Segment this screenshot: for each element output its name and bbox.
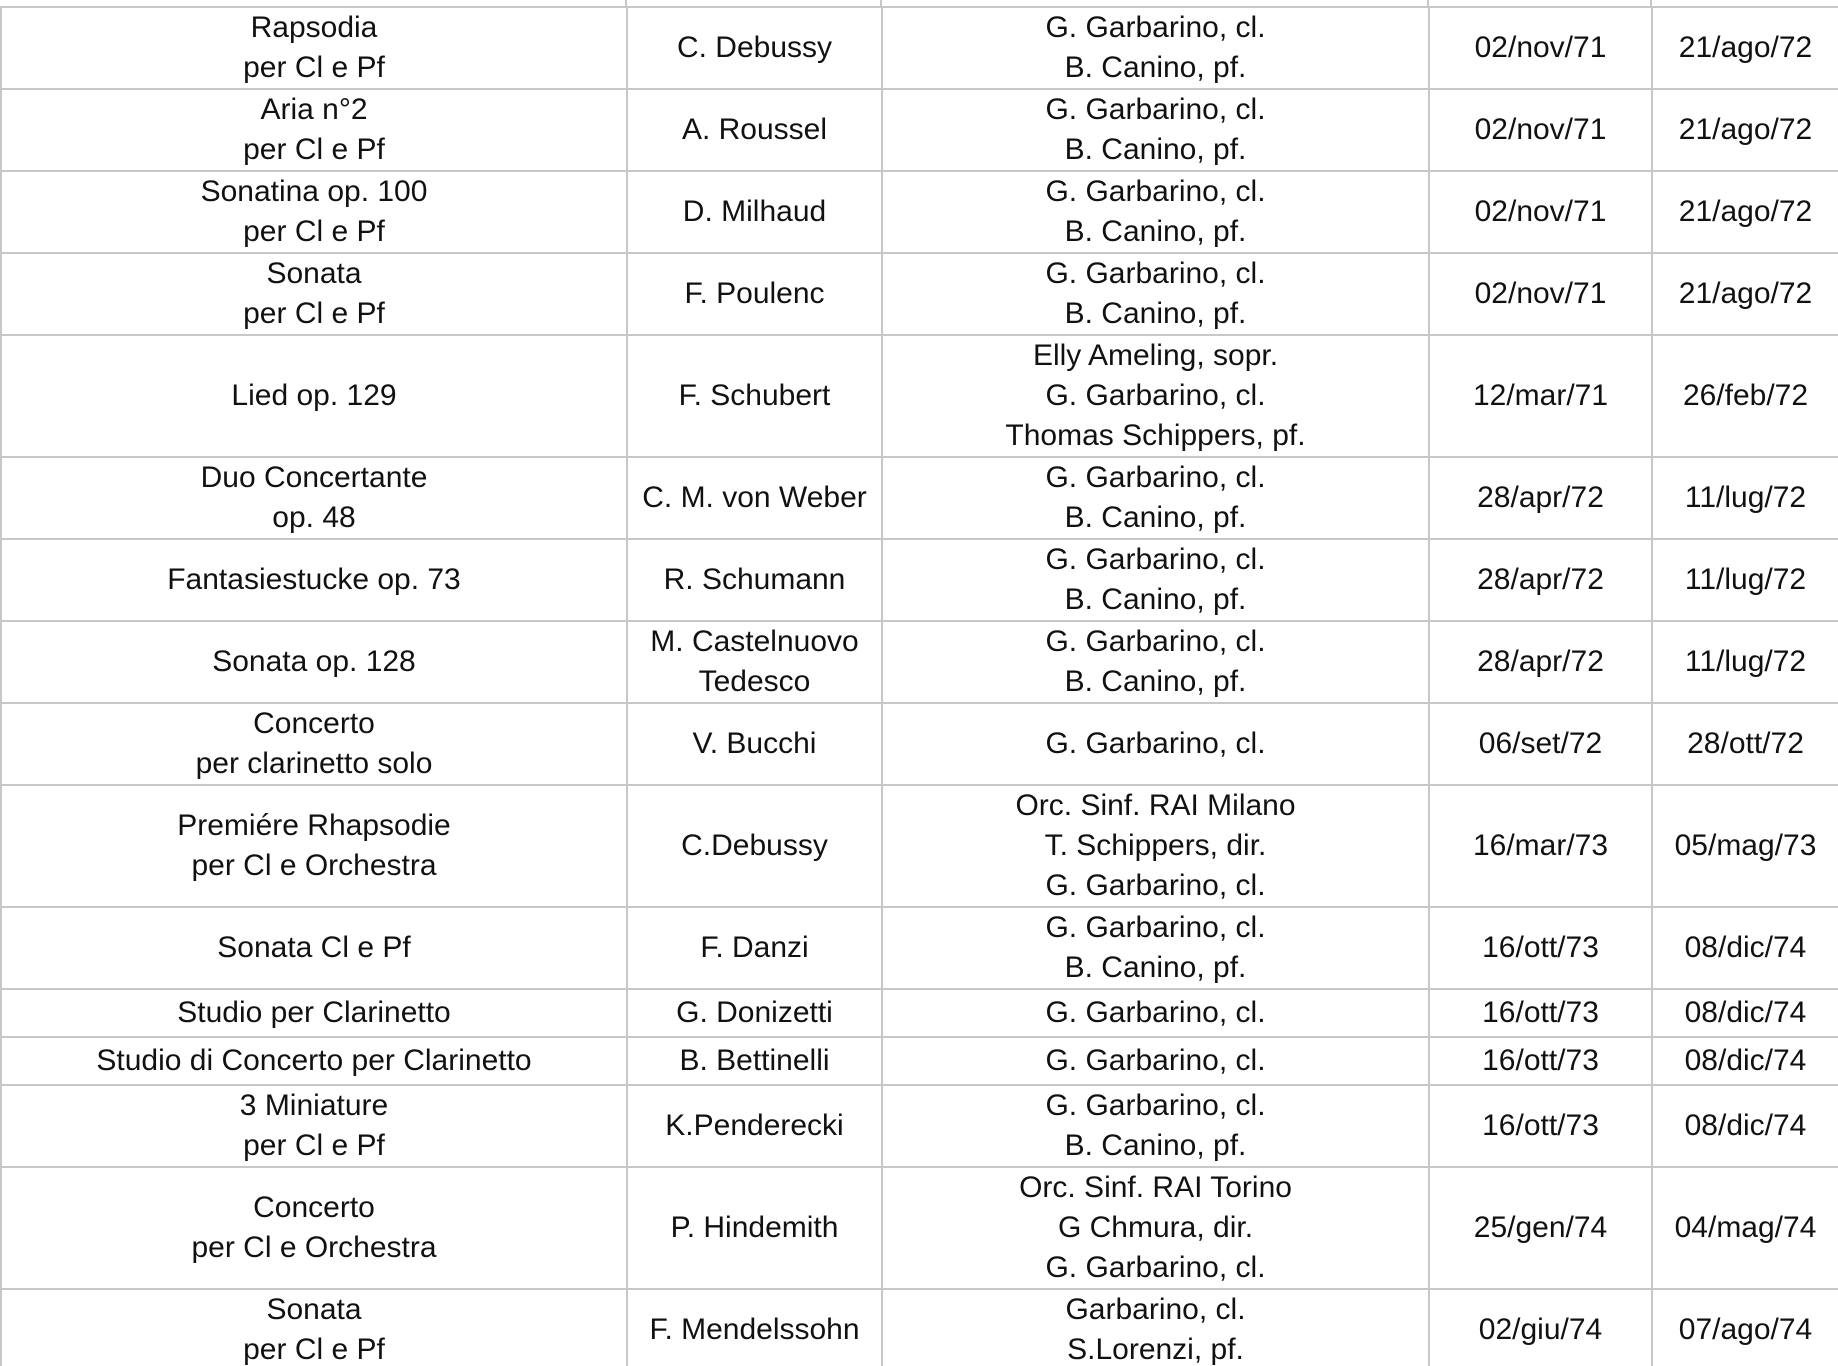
recording-date-cell: 16/ott/73 [1429, 1037, 1652, 1085]
performers-cell-line: B. Canino, pf. [1064, 951, 1247, 984]
performers-cell-line: G. Garbarino, cl. [1045, 625, 1266, 658]
performers-cell-line: Elly Ameling, sopr. [1032, 339, 1279, 372]
release-date-cell: 26/feb/72 [1652, 335, 1838, 457]
performers-cell [882, 1167, 1429, 1289]
composer-cell [627, 457, 882, 539]
table-row [1, 457, 1838, 539]
table-row [1, 621, 1838, 703]
composer-cell-line: C.Debussy [681, 829, 828, 862]
release-date-cell: 28/ott/72 [1652, 703, 1838, 785]
composer-cell-line: F. Mendelssohn [649, 1313, 860, 1346]
performers-cell-line: Orc. Sinf. RAI Milano [1015, 789, 1296, 822]
performers-cell-line: G Chmura, dir. [1057, 1211, 1254, 1244]
release-date-cell: 08/dic/74 [1652, 907, 1838, 989]
composer-cell-line: C. Debussy [676, 31, 833, 64]
performers-cell [882, 539, 1429, 621]
composer-cell-line: R. Schumann [663, 563, 846, 596]
performers-cell-line: G. Garbarino, cl. [1045, 727, 1266, 760]
performers-cell-line: Garbarino, cl. [1065, 1293, 1246, 1326]
title-cell-line: Sonatina op. 100 [200, 175, 428, 208]
title-cell-line: 3 Miniature [239, 1089, 389, 1122]
title-cell [1, 785, 627, 907]
composer-cell-line: V. Bucchi [692, 727, 817, 760]
title-cell [1, 703, 627, 785]
table-row [1, 989, 1838, 1037]
title-cell-line: Concerto [253, 707, 375, 740]
title-cell-line: Rapsodia [250, 11, 378, 44]
performers-cell-line: B. Canino, pf. [1064, 297, 1247, 330]
title-cell-line: per Cl e Pf [243, 215, 385, 248]
recording-date-cell: 06/set/72 [1429, 703, 1652, 785]
composer-cell [627, 171, 882, 253]
column-divider [880, 0, 882, 6]
table-row [1, 335, 1838, 457]
performers-cell-line: G. Garbarino, cl. [1045, 1044, 1266, 1077]
recording-date-cell: 16/mar/73 [1429, 785, 1652, 907]
performers-cell [882, 785, 1429, 907]
table-row [1, 907, 1838, 989]
performers-cell [882, 1289, 1429, 1366]
composer-cell [627, 1167, 882, 1289]
column-divider [1650, 0, 1652, 6]
composer-cell [627, 335, 882, 457]
performers-cell [882, 703, 1429, 785]
title-cell [1, 1289, 627, 1366]
table-row [1, 1037, 1838, 1085]
recording-date-cell: 02/giu/74 [1429, 1289, 1652, 1366]
title-cell-line: per Cl e Pf [243, 1333, 385, 1366]
performers-cell-line: G. Garbarino, cl. [1045, 911, 1266, 944]
performers-cell-line: G. Garbarino, cl. [1045, 996, 1266, 1029]
release-date-cell: 05/mag/73 [1652, 785, 1838, 907]
performers-cell-line: G. Garbarino, cl. [1045, 869, 1266, 902]
release-date-cell: 11/lug/72 [1652, 539, 1838, 621]
table-row [1, 253, 1838, 335]
composer-cell-line: A. Roussel [681, 113, 828, 146]
title-cell [1, 1037, 627, 1085]
title-cell [1, 621, 627, 703]
title-cell-line: per Cl e Pf [243, 51, 385, 84]
title-cell-line: Sonata op. 128 [212, 645, 416, 678]
composer-cell-line: P. Hindemith [670, 1211, 839, 1244]
recording-date-cell: 16/ott/73 [1429, 907, 1652, 989]
performers-cell-line: B. Canino, pf. [1064, 1129, 1247, 1162]
performers-cell-line: Thomas Schippers, pf. [1005, 419, 1306, 452]
performers-cell [882, 7, 1429, 89]
performers-cell-line: Orc. Sinf. RAI Torino [1019, 1171, 1292, 1204]
table-row [1, 1167, 1838, 1289]
composer-cell [627, 703, 882, 785]
composer-cell-line: M. Castelnuovo [650, 625, 859, 658]
recording-date-cell: 02/nov/71 [1429, 7, 1652, 89]
composer-cell-line: B. Bettinelli [679, 1044, 830, 1077]
sheet-top-edge [0, 0, 1838, 6]
performers-cell-line: G. Garbarino, cl. [1045, 1251, 1266, 1284]
composer-cell [627, 1037, 882, 1085]
recording-date-cell: 16/ott/73 [1429, 989, 1652, 1037]
performers-cell-line: G. Garbarino, cl. [1045, 543, 1266, 576]
title-cell-line: per Cl e Pf [243, 297, 385, 330]
title-cell-line: Sonata Cl e Pf [217, 931, 411, 964]
title-cell-line: Sonata [266, 1293, 362, 1326]
recording-date-cell: 02/nov/71 [1429, 171, 1652, 253]
recording-date-cell: 28/apr/72 [1429, 621, 1652, 703]
table-row [1, 1289, 1838, 1366]
performers-cell [882, 171, 1429, 253]
release-date-cell: 21/ago/72 [1652, 171, 1838, 253]
title-cell-line: per Cl e Pf [243, 133, 385, 166]
performers-cell [882, 457, 1429, 539]
performers-cell-line: G. Garbarino, cl. [1045, 461, 1266, 494]
performers-cell [882, 907, 1429, 989]
composer-cell-line: C. M. von Weber [642, 481, 867, 514]
title-cell-line: Aria n°2 [260, 93, 368, 126]
title-cell [1, 89, 627, 171]
recordings-table [0, 6, 1838, 1366]
composer-cell-line: F. Danzi [700, 931, 809, 964]
performers-cell-line: G. Garbarino, cl. [1045, 257, 1266, 290]
composer-cell [627, 89, 882, 171]
performers-cell-line: B. Canino, pf. [1064, 133, 1247, 166]
title-cell-line: op. 48 [272, 501, 356, 534]
title-cell-line: Studio di Concerto per Clarinetto [96, 1044, 532, 1077]
title-cell [1, 335, 627, 457]
composer-cell [627, 989, 882, 1037]
title-cell [1, 7, 627, 89]
performers-cell [882, 1037, 1429, 1085]
composer-cell [627, 1289, 882, 1366]
table-row [1, 89, 1838, 171]
release-date-cell: 11/lug/72 [1652, 457, 1838, 539]
composer-cell-line: Tedesco [698, 665, 811, 698]
performers-cell-line: G. Garbarino, cl. [1045, 1089, 1266, 1122]
composer-cell-line: D. Milhaud [682, 195, 827, 228]
performers-cell-line: B. Canino, pf. [1064, 215, 1247, 248]
recording-date-cell: 28/apr/72 [1429, 539, 1652, 621]
title-cell-line: Premiére Rhapsodie [177, 809, 451, 842]
composer-cell-line: G. Donizetti [676, 996, 833, 1029]
title-cell-line: per Cl e Orchestra [191, 849, 437, 882]
title-cell [1, 253, 627, 335]
composer-cell [627, 785, 882, 907]
performers-cell-line: B. Canino, pf. [1064, 501, 1247, 534]
performers-cell [882, 621, 1429, 703]
table-row [1, 539, 1838, 621]
release-date-cell: 21/ago/72 [1652, 253, 1838, 335]
recording-date-cell: 12/mar/71 [1429, 335, 1652, 457]
composer-cell [627, 539, 882, 621]
performers-cell-line: S.Lorenzi, pf. [1067, 1333, 1244, 1366]
title-cell [1, 1085, 627, 1167]
release-date-cell: 08/dic/74 [1652, 989, 1838, 1037]
composer-cell [627, 1085, 882, 1167]
composer-cell-line: K.Penderecki [665, 1109, 844, 1142]
table-row [1, 785, 1838, 907]
composer-cell [627, 907, 882, 989]
composer-cell-line: F. Poulenc [684, 277, 825, 310]
title-cell [1, 539, 627, 621]
recording-date-cell: 02/nov/71 [1429, 253, 1652, 335]
performers-cell [882, 89, 1429, 171]
column-divider [1427, 0, 1429, 6]
recording-date-cell: 25/gen/74 [1429, 1167, 1652, 1289]
title-cell-line: Sonata [266, 257, 362, 290]
performers-cell [882, 335, 1429, 457]
composer-cell [627, 621, 882, 703]
performers-cell-line: B. Canino, pf. [1064, 665, 1247, 698]
performers-cell [882, 989, 1429, 1037]
performers-cell-line: B. Canino, pf. [1064, 51, 1247, 84]
composer-cell [627, 7, 882, 89]
table-row [1, 171, 1838, 253]
title-cell-line: per Cl e Pf [243, 1129, 385, 1162]
title-cell [1, 171, 627, 253]
release-date-cell: 08/dic/74 [1652, 1085, 1838, 1167]
performers-cell [882, 253, 1429, 335]
performers-cell-line: B. Canino, pf. [1064, 583, 1247, 616]
recording-date-cell: 28/apr/72 [1429, 457, 1652, 539]
performers-cell-line: G. Garbarino, cl. [1045, 175, 1266, 208]
title-cell-line: per Cl e Orchestra [191, 1231, 437, 1264]
title-cell-line: Concerto [253, 1191, 375, 1224]
recording-date-cell: 16/ott/73 [1429, 1085, 1652, 1167]
composer-cell [627, 253, 882, 335]
release-date-cell: 07/ago/74 [1652, 1289, 1838, 1366]
title-cell-line: Studio per Clarinetto [177, 996, 451, 1029]
performers-cell [882, 1085, 1429, 1167]
table-row [1, 1085, 1838, 1167]
title-cell-line: per clarinetto solo [195, 747, 433, 780]
title-cell-line: Duo Concertante [200, 461, 428, 494]
release-date-cell: 11/lug/72 [1652, 621, 1838, 703]
performers-cell-line: G. Garbarino, cl. [1045, 93, 1266, 126]
title-cell [1, 1167, 627, 1289]
table-row [1, 703, 1838, 785]
composer-cell-line: F. Schubert [678, 379, 831, 412]
release-date-cell: 21/ago/72 [1652, 7, 1838, 89]
title-cell-line: Lied op. 129 [231, 379, 397, 412]
recording-date-cell: 02/nov/71 [1429, 89, 1652, 171]
release-date-cell: 08/dic/74 [1652, 1037, 1838, 1085]
performers-cell-line: G. Garbarino, cl. [1045, 11, 1266, 44]
title-cell [1, 457, 627, 539]
column-divider [625, 0, 627, 6]
title-cell-line: Fantasiestucke op. 73 [167, 563, 461, 596]
table-row [1, 7, 1838, 89]
recordings-table-body [1, 7, 1838, 1366]
release-date-cell: 04/mag/74 [1652, 1167, 1838, 1289]
title-cell [1, 989, 627, 1037]
release-date-cell: 21/ago/72 [1652, 89, 1838, 171]
performers-cell-line: G. Garbarino, cl. [1045, 379, 1266, 412]
title-cell [1, 907, 627, 989]
performers-cell-line: T. Schippers, dir. [1044, 829, 1267, 862]
